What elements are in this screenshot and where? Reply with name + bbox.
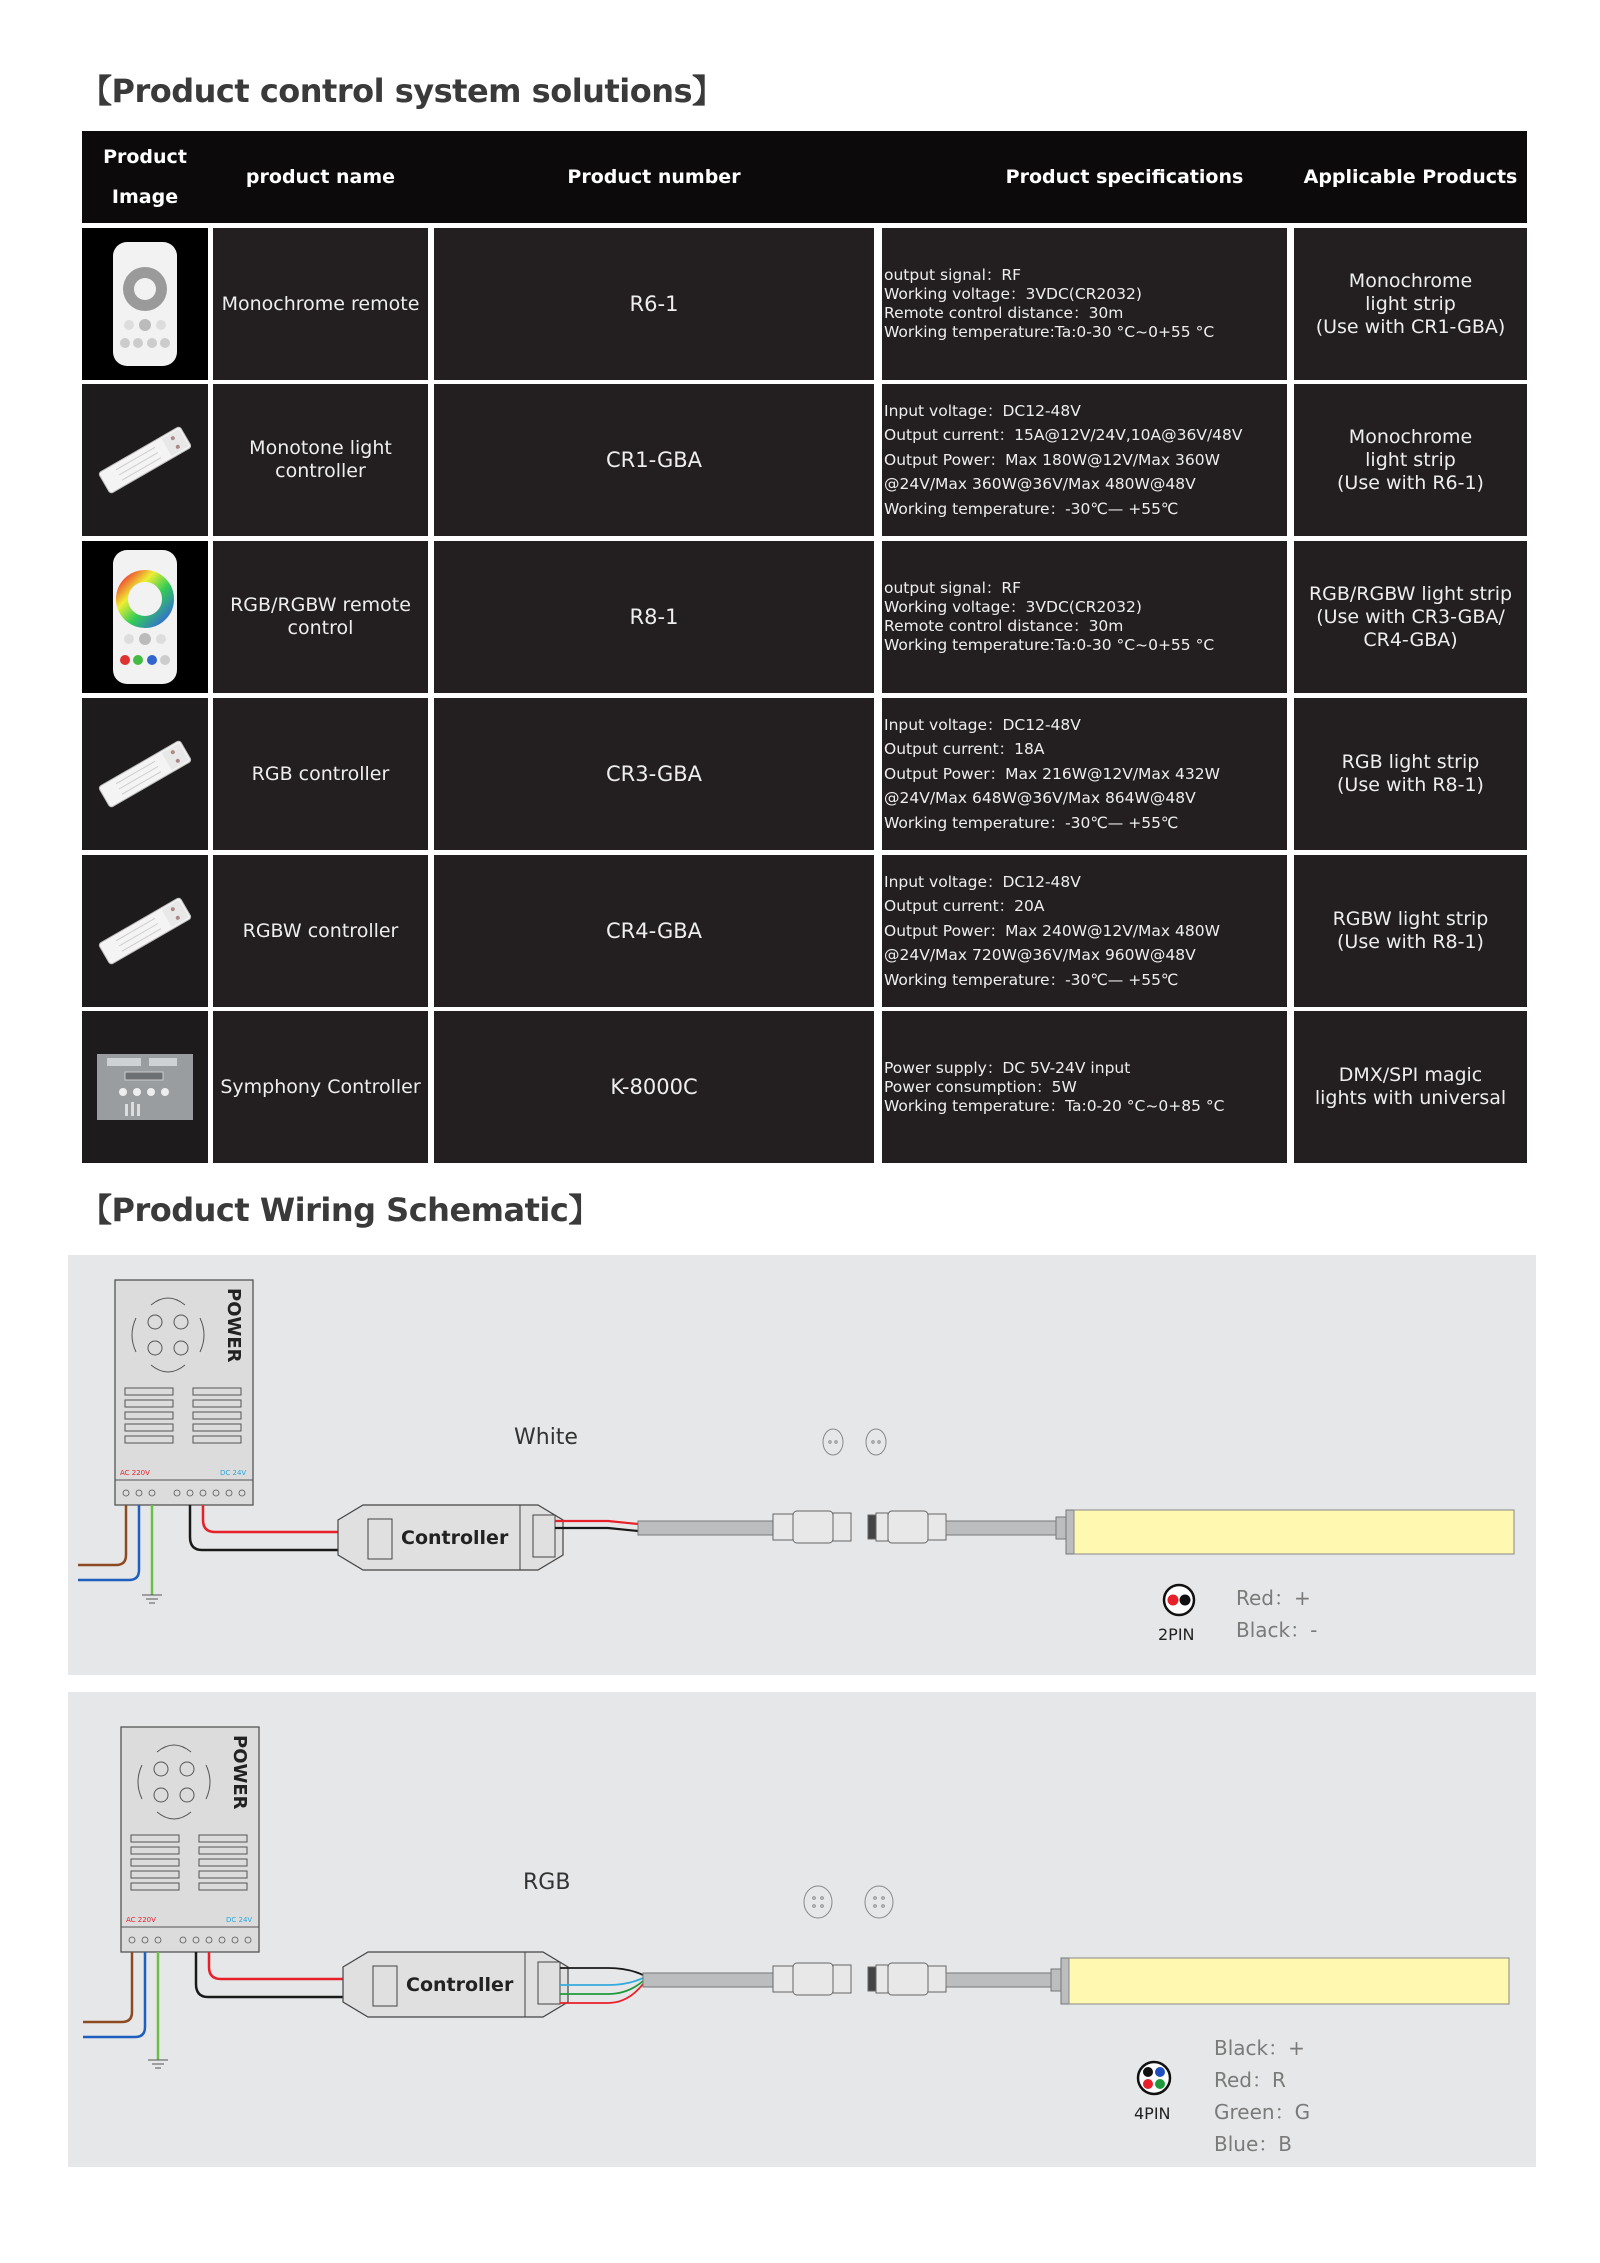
product-number: CR1-GBA [434,384,874,536]
table-row [82,228,1527,380]
table-row [82,698,1527,850]
wiring-diagram-rgb [68,1692,1536,2167]
spec-line: Output Power：Max 216W@12V/Max 432W [884,764,1220,783]
dc-label: DC 24V [220,1469,247,1477]
applicable-line: RGB light strip [1341,751,1480,773]
monochrome-remote-image-icon [82,228,208,380]
legend-item: Black：+ [1214,2036,1305,2060]
spec-line: Working temperature：-30℃— +55℃ [884,970,1179,989]
product-specifications [882,228,1287,380]
applicable-line: RGB/RGBW light strip [1308,582,1513,605]
symphony-controller-image-icon [82,1011,208,1163]
wiring-schematic-white [68,1255,1536,1675]
section-title-control-system: 【Product control system solutions】 [80,72,724,110]
table-row [82,541,1527,693]
product-name-line: Monochrome remote [221,292,420,315]
applicable-products [1294,698,1527,850]
product-name [213,541,428,693]
product-specifications [882,541,1287,693]
power-label: POWER [229,1735,250,1810]
wire-legend-4pin [1214,2032,1310,2160]
legend-item: Red：+ [1236,1586,1311,1610]
controller-label: Controller [401,1527,509,1549]
header-product-image [82,131,208,223]
brown-wire [78,1505,126,1565]
spec-line: Output current：18A [884,740,1045,759]
header-product-specifications: Product specifications [1005,166,1244,188]
blue-wire [83,1952,145,2037]
applicable-line: Monochrome [1348,269,1473,292]
4pin-connector-icon [1138,2062,1170,2094]
spec-line: output signal：RF [884,266,1022,284]
product-name-line: RGBW controller [242,919,399,942]
applicable-line: (Use with R6-1) [1337,471,1484,494]
spec-line: @24V/Max 720W@36V/Max 960W@48V [884,946,1196,965]
pin-face-4pin-icon [804,1886,893,1918]
spec-line: Working temperature：-30℃— +55℃ [884,813,1179,832]
table-row [82,384,1527,536]
spec-line: Remote control distance：30m [884,617,1124,635]
applicable-line: (Use with R8-1) [1337,774,1484,796]
pin-label-4pin: 4PIN [1134,2104,1171,2123]
product-number: CR4-GBA [434,855,874,1007]
applicable-line: light strip [1365,448,1456,471]
ac-label: AC 220V [120,1469,150,1477]
pin-label-2pin: 2PIN [1158,1625,1195,1644]
product-number: K-8000C [434,1011,874,1163]
spec-line: Output Power：Max 240W@12V/Max 480W [884,921,1220,940]
spec-line: Working temperature：Ta:0-20 °C~0+85 °C [884,1096,1225,1115]
legend-item: Blue：B [1214,2132,1292,2156]
product-name [213,228,428,380]
mode-label-white: White [514,1425,578,1450]
table-header [82,131,1527,223]
applicable-products [1294,384,1527,536]
ground-icon [142,1595,162,1603]
product-name [213,384,428,536]
spec-line: @24V/Max 648W@36V/Max 864W@48V [884,789,1196,808]
spec-line: Output current：15A@12V/24V,10A@36V/48V [884,426,1243,445]
applicable-line: (Use with R8-1) [1337,931,1484,953]
product-name [213,698,428,850]
product-name-line: control [287,617,354,639]
legend-item: Red：R [1214,2068,1286,2092]
applicable-products [1294,541,1527,693]
power-label: POWER [223,1288,244,1363]
light-strip [1069,1958,1509,2004]
spec-line: Working voltage：3VDC(CR2032) [884,598,1142,616]
wiring-schematic-rgb [68,1692,1536,2167]
table-row [82,1011,1527,1163]
connector-female-icon [868,1963,946,1995]
spec-line: Input voltage：DC12-48V [884,715,1081,734]
spec-line: Working temperature:Ta:0-30 °C~0+55 °C [884,636,1215,654]
spec-line: Input voltage：DC12-48V [884,872,1081,891]
rgb-remote-image-icon [82,541,208,693]
dc-label: DC 24V [226,1916,253,1924]
applicable-line: RGBW light strip [1332,908,1489,930]
controller-module-image-icon [82,698,208,850]
spec-line: Power consumption：5W [884,1077,1077,1096]
legend-item: Green：G [1214,2100,1311,2124]
spec-line: Output Power：Max 180W@12V/Max 360W [884,450,1220,469]
spec-line: Power supply：DC 5V-24V input [884,1058,1131,1077]
product-name-line: controller [275,460,366,482]
spec-line: Working temperature:Ta:0-30 °C~0+55 °C [884,323,1215,341]
wire-legend-2pin [1236,1582,1317,1646]
controller-label: Controller [406,1974,514,1996]
spec-line: Output current：20A [884,897,1045,916]
applicable-line: lights with universal [1314,1087,1507,1109]
cable [643,1973,773,1987]
product-name [213,1011,428,1163]
legend-item: Black：- [1236,1618,1318,1642]
product-name [213,855,428,1007]
product-specifications [882,855,1287,1007]
ac-label: AC 220V [126,1916,156,1924]
product-number: R8-1 [434,541,874,693]
spec-line: Working voltage：3VDC(CR2032) [884,285,1142,303]
product-specifications [882,698,1287,850]
mode-label-rgb: RGB [523,1870,571,1895]
applicable-line: (Use with CR3-GBA/ [1316,605,1505,628]
product-number: CR3-GBA [434,698,874,850]
ground-icon [148,2060,168,2068]
applicable-line: (Use with CR1-GBA) [1315,315,1506,338]
spec-line: Remote control distance：30m [884,304,1124,322]
blue-wire [78,1505,139,1580]
connector-male-icon [773,1511,851,1543]
product-name-line: Symphony Controller [220,1075,421,1098]
spec-line: Working temperature：-30℃— +55℃ [884,499,1179,518]
connector-female-icon [868,1511,946,1543]
spec-line: @24V/Max 360W@36V/Max 480W@48V [884,475,1196,494]
applicable-line: CR4-GBA) [1363,628,1458,651]
product-name-line: RGB/RGBW remote [230,594,411,616]
spec-line: Input voltage：DC12-48V [884,401,1081,420]
section-title-wiring-schematic: 【Product Wiring Schematic】 [80,1191,600,1229]
controller-module-image-icon [82,384,208,536]
light-strip [1074,1510,1514,1554]
brown-wire [83,1952,132,2022]
product-number: R6-1 [434,228,874,380]
spec-line: output signal：RF [884,579,1022,597]
connector-male-icon [773,1963,851,1995]
applicable-line: light strip [1365,292,1456,315]
product-name-line: Monotone light [249,437,392,459]
header-product-image-line1: Product [103,146,187,168]
applicable-line: Monochrome [1348,425,1473,448]
applicable-products [1294,1011,1527,1163]
applicable-products [1294,228,1527,380]
table-row [82,855,1527,1007]
product-specifications [882,384,1287,536]
applicable-products [1294,855,1527,1007]
controller-module-image-icon [82,855,208,1007]
product-specifications [882,1011,1287,1163]
cable [638,1521,773,1535]
applicable-line: DMX/SPI magic [1338,1064,1483,1086]
header-product-name: product name [245,166,396,188]
header-applicable-products: Applicable Products [1303,166,1518,188]
pin-face-2pin-icon [823,1429,886,1455]
header-product-number: Product number [567,166,741,188]
2pin-connector-icon [1164,1585,1194,1615]
header-product-image-line2: Image [111,186,179,208]
product-name-line: RGB controller [251,762,390,785]
